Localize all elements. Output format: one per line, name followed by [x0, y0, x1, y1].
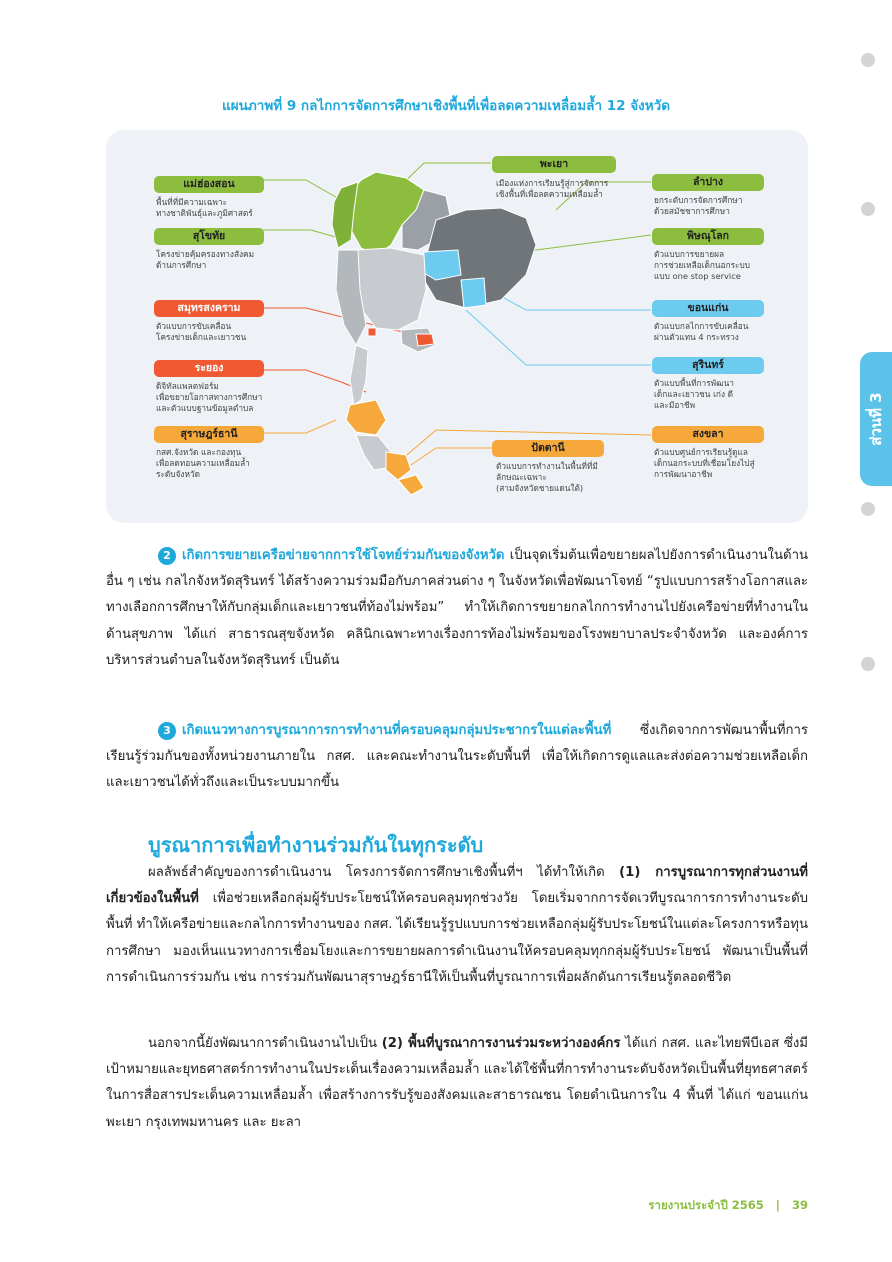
label-lampang: ลำปาง [652, 174, 764, 191]
label-samutsongkhram: สมุทรสงคราม [154, 300, 264, 317]
label-suratthani: สุราษฎร์ธานี [154, 426, 264, 443]
label-phitsanulok: พิษณุโลก [652, 228, 764, 245]
paragraph-bold: (2) พื้นที่บูรณาการงานร่วมระหว่างองค์กร [381, 1036, 621, 1051]
page-number: 39 [791, 1198, 808, 1212]
region-khonkaen [422, 250, 461, 280]
map-title: แผนภาพที่ 9 กลไกการจัดการศึกษาเชิงพื้นที่เพื่อลดความเหลื่อมล้ำ 12 จังหวัด [222, 98, 670, 114]
desc-suratthani: กสศ.จังหวัด และกองทุน เพื่อลดทอนความเหลื่อมล้ำ ระดับจังหวัด [156, 447, 250, 479]
desc-rayong: ดิจิทัลแพลตฟอร์ม เพื่อขยายโอกาสทางการศึกษา และตัวแบบฐานข้อมูลตำบล [156, 381, 263, 413]
section-title: บูรณาการเพื่อทำงานร่วมกันในทุกระดับ [148, 833, 484, 857]
footer-separator: | [775, 1198, 780, 1212]
paragraph-heading: เกิดการขยายเครือข่ายจากการใช้โจทย์ร่วมกันของจังหวัด [182, 548, 505, 563]
label-pattani: ปัตตานี [492, 440, 604, 457]
paragraph-text: ผลลัพธ์สำคัญของการดำเนินงาน โครงการจัดการศึกษาเชิงพื้นที่ฯ ได้ทำให้เกิด [148, 865, 620, 880]
desc-samutsongkhram: ตัวแบบการขับเคลื่อน โครงข่ายเด็กและเยาวชน [156, 321, 247, 342]
section-side-tab [860, 352, 892, 486]
label-khonkaen: ขอนแก่น [652, 300, 764, 317]
desc-khonkaen: ตัวแบบกลไกการขับเคลื่อน ผ่านตัวแทน 4 กระทรวง [654, 321, 749, 342]
label-songkhla: สงขลา [652, 426, 764, 443]
desc-pattani: ตัวแบบการทำงานในพื้นที่ที่มี ลักษณะเฉพาะ (สามจังหวัดชายแดนใต้) [496, 461, 598, 493]
paragraph-text: ซึ่งเกิดจากการพัฒนาพื้นที่การเรียนรู้ร่วมกันของทั้งหน่วยงานภายใน กสศ. และคณะทำงานในระดับพื้นที่ เพื่อให้เกิดการดูแลและส่งต่อความช่วยเหลือเด็กและเยาวชนได้ทั่วถึงและเป็นระบบมากขึ้น [106, 723, 808, 791]
paragraph-heading: เกิดแนวทางการบูรณาการการทำงานที่ครอบคลุมกลุ่มประชากรในแต่ละพื้นที่ [182, 723, 612, 738]
desc-phayao: เมืองแห่งการเรียนรู้สู่การจัดการ เชิงพื้นที่เพื่อลดความเหลื่อมล้ำ [496, 178, 609, 199]
region-surin [461, 278, 486, 308]
desc-sukhothai: โครงข่ายคุ้มครองทางสังคม ด้านการศึกษา [156, 249, 255, 270]
paragraph-text: เพื่อช่วยเหลือกลุ่มผู้รับประโยชน์ให้ครอบคลุมทุกช่วงวัย โดยเริ่มจากการจัดเวทีบูรณาการการทำงานระดับพื้นที่ ทำให้เครือข่ายและกลไกการทำงานของ กสศ. ได้เรียนรู้รูปแบบการช่วยเหลือกลุ่มผู้รับประโยชน์ในแต่ละโครงการหรือทุนการศึกษา มองเห็นแนวทางการเชื่อมโยงและการขยายผลการดำเนินงานให้ครอบคลุมทุกกลุ่มผู้รับประโยชน์ พัฒนาเป็นพื้นที่การดำเนินการร่วมกัน เช่น การร่วมกันพัฒนาสุราษฎร์ธานีให้เป็นพื้นที่บูรณาการเพื่อผลักดันการเรียนรู้ตลอดชีวิต [106, 891, 808, 985]
label-phayao: พะเยา [492, 156, 616, 173]
region-songkhla [386, 452, 411, 480]
decor-dot [861, 502, 875, 516]
region-rayong [416, 334, 434, 346]
paragraph-text: เป็นจุดเริ่มต้นเพื่อขยายผลไปยังการดำเนินงานในด้านอื่น ๆ เช่น กลไกจังหวัดสุรินทร์ ได้สร้างความร่วมมือกับภาคส่วนต่าง ๆ ในจังหวัดเพื่อพัฒนาโจทย์ “รูปแบบการสร้างโอกาสและทางเลือกการศึกษาให้กับกลุ่มเด็กและเยาวชนที่ท้องไม่พร้อม” ทำให้เกิดการขยายกลไกการทำงานไปยังเครือข่ายที่ทำงานในด้านสุขภาพ ได้แก่ สาธารณสุขจังหวัด คลินิกเฉพาะทางเรื่องการท้องไม่พร้อมของโรงพยาบาลประจำจังหวัด และองค์การบริหารส่วนตำบลในจังหวัดสุรินทร์ เป็นต้น [106, 548, 808, 668]
decor-dot [861, 53, 875, 67]
region-south-upper [350, 345, 368, 405]
map-panel [106, 130, 808, 523]
number-badge: 3 [158, 722, 176, 740]
desc-surin: ตัวแบบพื้นที่การพัฒนา เด็กและเยาวชน เก่ง ดี และมีอาชีพ [654, 378, 734, 410]
paragraph-network-expansion [106, 543, 808, 674]
side-tab-label: ส่วนที่ 3 [867, 392, 885, 446]
label-surin: สุรินทร์ [652, 357, 764, 374]
paragraph-text: นอกจากนี้ยังพัฒนาการดำเนินงานไปเป็น [148, 1036, 382, 1051]
paragraph-bold: (1) การบูรณาการทุกส่วนงานที่เกี่ยวข้องในพื้นที่ [106, 865, 808, 907]
page-footer [560, 1197, 808, 1215]
label-maehongson: แม่ฮ่องสอน [154, 176, 264, 193]
decor-dot [861, 657, 875, 671]
paragraph-integration-approach [106, 718, 808, 797]
label-rayong: ระยอง [154, 360, 264, 377]
decor-dot [861, 202, 875, 216]
section-paragraph-1 [106, 860, 808, 991]
desc-lampang: ยกระดับการจัดการศึกษา ด้วยสมัชชาการศึกษา [654, 195, 743, 216]
region-pattani [398, 475, 424, 495]
desc-phitsanulok: ตัวแบบการขยายผล การช่วยเหลือเด็กนอกระบบ แบบ one stop service [654, 249, 751, 281]
region-central [356, 248, 426, 330]
desc-songkhla: ตัวแบบศูนย์การเรียนรู้ดูแล เด็กนอกระบบที่เชื่อมโยงไปสู่ การพัฒนาอาชีพ [654, 447, 755, 479]
label-sukhothai: สุโขทัย [154, 228, 264, 245]
section-paragraph-2 [106, 1031, 808, 1136]
region-samutsongkhram [368, 328, 376, 336]
connector-line [466, 310, 651, 365]
region-suratthani [346, 400, 386, 435]
desc-maehongson: พื้นที่ที่มีความเฉพาะ ทางชาติพันธุ์และภูมิศาสตร์ [156, 197, 253, 218]
footer-report-title: รายงานประจำปี 2565 [648, 1198, 764, 1212]
paragraph-text: ได้แก่ กสศ. และไทยพีบีเอส ซึ่งมีเป้าหมายและยุทธศาสตร์การทำงานในประเด็นเรื่องความเหลื่อมล้ำ และได้ใช้พื้นที่การทำงานระดับจังหวัดเป็นพื้นที่ยุทธศาสตร์ในการสื่อสารประเด็นความเหลื่อมล้ำ เพื่อสร้างการรับรู้ของสังคมและสาธารณชน โดยดำเนินการใน 4 พื้นที่ ได้แก่ ขอนแก่น พะเยา กรุงเทพมหานคร และ ยะลา [106, 1036, 809, 1130]
number-badge: 2 [158, 547, 176, 565]
